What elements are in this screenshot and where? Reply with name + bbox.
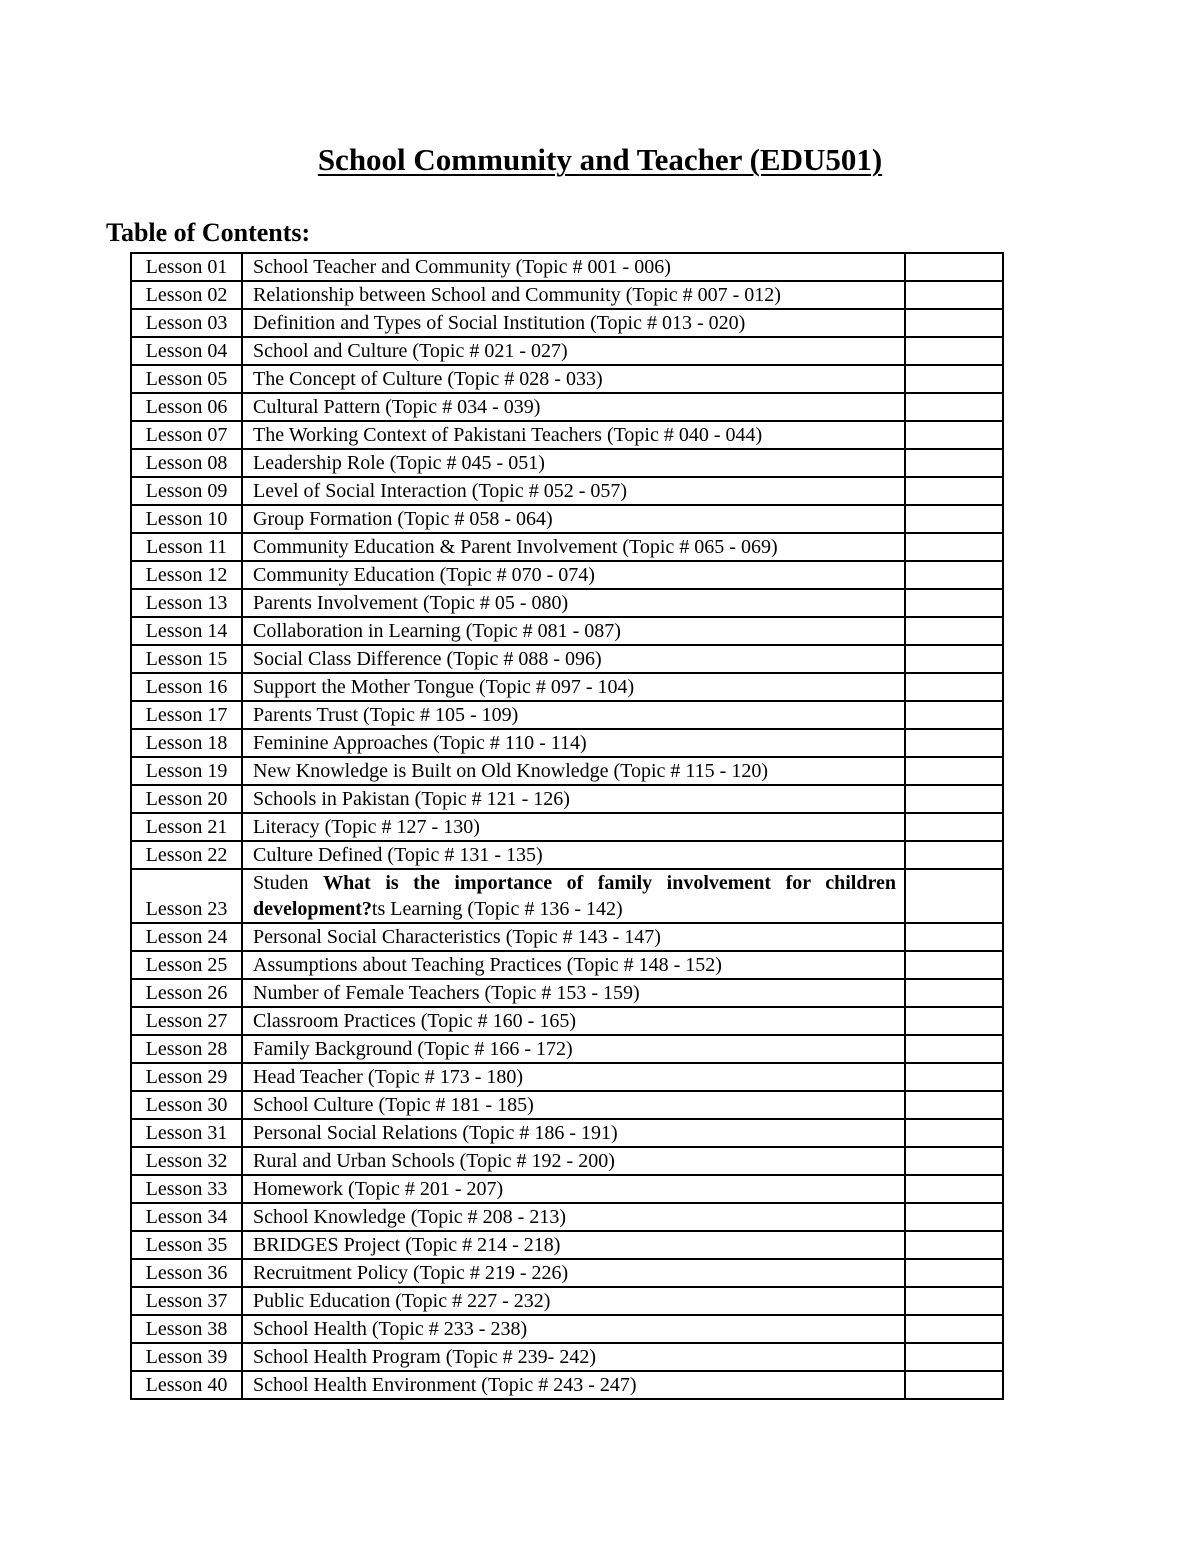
page-number-cell xyxy=(905,617,1003,645)
toc-row xyxy=(131,645,1003,673)
lesson-title: Feminine Approaches (Topic # 110 - 114) xyxy=(242,729,905,757)
lesson-number: Lesson 02 xyxy=(131,281,242,309)
lesson-number: Lesson 32 xyxy=(131,1147,242,1175)
page-number-cell xyxy=(905,533,1003,561)
lesson-number: Lesson 09 xyxy=(131,477,242,505)
toc-row xyxy=(131,979,1003,1007)
lesson-title: Family Background (Topic # 166 - 172) xyxy=(242,1035,905,1063)
toc-row xyxy=(131,1315,1003,1343)
lesson-title xyxy=(242,869,905,923)
lesson-number: Lesson 35 xyxy=(131,1231,242,1259)
lesson-title: Recruitment Policy (Topic # 219 - 226) xyxy=(242,1259,905,1287)
lesson-number: Lesson 13 xyxy=(131,589,242,617)
toc-row xyxy=(131,1175,1003,1203)
page-number-cell xyxy=(905,1287,1003,1315)
lesson-number: Lesson 25 xyxy=(131,951,242,979)
lesson-number: Lesson 10 xyxy=(131,505,242,533)
toc-row xyxy=(131,951,1003,979)
lesson-title: Support the Mother Tongue (Topic # 097 - 104) xyxy=(242,673,905,701)
toc-row xyxy=(131,337,1003,365)
page-title: School Community and Teacher (EDU501) xyxy=(317,142,883,177)
lesson-number: Lesson 11 xyxy=(131,533,242,561)
page-number-cell xyxy=(905,449,1003,477)
lesson-title: Head Teacher (Topic # 173 - 180) xyxy=(242,1063,905,1091)
toc-row xyxy=(131,421,1003,449)
page-number-cell xyxy=(905,673,1003,701)
toc-row xyxy=(131,309,1003,337)
lesson-title: Public Education (Topic # 227 - 232) xyxy=(242,1287,905,1315)
toc-row xyxy=(131,281,1003,309)
lesson-number: Lesson 39 xyxy=(131,1343,242,1371)
toc-row xyxy=(131,505,1003,533)
lesson-title-inserted-question: What is the importance of family involvement for children development? xyxy=(253,872,896,920)
page-number-cell xyxy=(905,589,1003,617)
lesson-title: School Health Program (Topic # 239- 242) xyxy=(242,1343,905,1371)
page-number-cell xyxy=(905,365,1003,393)
lesson-number: Lesson 18 xyxy=(131,729,242,757)
toc-row xyxy=(131,1147,1003,1175)
lesson-title: School Health (Topic # 233 - 238) xyxy=(242,1315,905,1343)
page-number-cell xyxy=(905,757,1003,785)
lesson-title: Classroom Practices (Topic # 160 - 165) xyxy=(242,1007,905,1035)
lesson-title: Collaboration in Learning (Topic # 081 - 087) xyxy=(242,617,905,645)
toc-row xyxy=(131,1203,1003,1231)
page-number-cell xyxy=(905,421,1003,449)
lesson-title: Level of Social Interaction (Topic # 052 - 057) xyxy=(242,477,905,505)
toc-row xyxy=(131,869,1003,923)
page-number-cell xyxy=(905,729,1003,757)
page-number-cell xyxy=(905,309,1003,337)
toc-row xyxy=(131,477,1003,505)
lesson-number: Lesson 40 xyxy=(131,1371,242,1399)
lesson-number: Lesson 31 xyxy=(131,1119,242,1147)
page-number-cell xyxy=(905,1091,1003,1119)
toc-row xyxy=(131,813,1003,841)
lesson-title-prefix: Studen xyxy=(253,872,324,894)
page-number-cell xyxy=(905,869,1003,923)
page-number-cell xyxy=(905,1259,1003,1287)
toc-body xyxy=(131,253,1003,1399)
lesson-title: Parents Trust (Topic # 105 - 109) xyxy=(242,701,905,729)
lesson-number: Lesson 20 xyxy=(131,785,242,813)
toc-row xyxy=(131,589,1003,617)
lesson-number: Lesson 23 xyxy=(131,869,242,923)
lesson-title: BRIDGES Project (Topic # 214 - 218) xyxy=(242,1231,905,1259)
toc-row xyxy=(131,1343,1003,1371)
page-number-cell xyxy=(905,1119,1003,1147)
lesson-number: Lesson 07 xyxy=(131,421,242,449)
lesson-number: Lesson 22 xyxy=(131,841,242,869)
page-number-cell xyxy=(905,645,1003,673)
lesson-number: Lesson 04 xyxy=(131,337,242,365)
page-number-cell xyxy=(905,1007,1003,1035)
toc-row xyxy=(131,393,1003,421)
page-number-cell xyxy=(905,1203,1003,1231)
lesson-title: Social Class Difference (Topic # 088 - 096) xyxy=(242,645,905,673)
lesson-title: School Health Environment (Topic # 243 - 247) xyxy=(242,1371,905,1399)
lesson-number: Lesson 26 xyxy=(131,979,242,1007)
lesson-title: Leadership Role (Topic # 045 - 051) xyxy=(242,449,905,477)
lesson-number: Lesson 06 xyxy=(131,393,242,421)
toc-row xyxy=(131,1091,1003,1119)
lesson-title: Group Formation (Topic # 058 - 064) xyxy=(242,505,905,533)
page-number-cell xyxy=(905,951,1003,979)
lesson-title: Rural and Urban Schools (Topic # 192 - 200) xyxy=(242,1147,905,1175)
page-number-cell xyxy=(905,1147,1003,1175)
toc-row xyxy=(131,1287,1003,1315)
lesson-number: Lesson 19 xyxy=(131,757,242,785)
toc-row xyxy=(131,533,1003,561)
lesson-number: Lesson 21 xyxy=(131,813,242,841)
page-number-cell xyxy=(905,1231,1003,1259)
toc-row xyxy=(131,923,1003,951)
page-number-cell xyxy=(905,505,1003,533)
toc-row xyxy=(131,561,1003,589)
page-number-cell xyxy=(905,923,1003,951)
page-number-cell xyxy=(905,337,1003,365)
toc-row xyxy=(131,841,1003,869)
lesson-title: School Knowledge (Topic # 208 - 213) xyxy=(242,1203,905,1231)
lesson-number: Lesson 05 xyxy=(131,365,242,393)
toc-row xyxy=(131,701,1003,729)
lesson-number: Lesson 15 xyxy=(131,645,242,673)
toc-row xyxy=(131,673,1003,701)
lesson-title: The Working Context of Pakistani Teachers (Topic # 040 - 044) xyxy=(242,421,905,449)
lesson-title: Personal Social Relations (Topic # 186 - 191) xyxy=(242,1119,905,1147)
lesson-number: Lesson 38 xyxy=(131,1315,242,1343)
lesson-number: Lesson 16 xyxy=(131,673,242,701)
page-number-cell xyxy=(905,477,1003,505)
toc-row xyxy=(131,1259,1003,1287)
page-number-cell xyxy=(905,281,1003,309)
lesson-title: Personal Social Characteristics (Topic # 143 - 147) xyxy=(242,923,905,951)
page-number-cell xyxy=(905,1175,1003,1203)
page-number-cell xyxy=(905,785,1003,813)
page-number-cell xyxy=(905,701,1003,729)
lesson-title: Culture Defined (Topic # 131 - 135) xyxy=(242,841,905,869)
toc-heading: Table of Contents: xyxy=(106,218,311,247)
lesson-title: School and Culture (Topic # 021 - 027) xyxy=(242,337,905,365)
toc-row xyxy=(131,729,1003,757)
toc-table xyxy=(130,252,1004,1400)
lesson-title: Community Education (Topic # 070 - 074) xyxy=(242,561,905,589)
lesson-title: The Concept of Culture (Topic # 028 - 033) xyxy=(242,365,905,393)
lesson-number: Lesson 37 xyxy=(131,1287,242,1315)
toc-row xyxy=(131,1007,1003,1035)
lesson-number: Lesson 03 xyxy=(131,309,242,337)
lesson-number: Lesson 29 xyxy=(131,1063,242,1091)
lesson-title: Assumptions about Teaching Practices (Topic # 148 - 152) xyxy=(242,951,905,979)
lesson-title: Number of Female Teachers (Topic # 153 - 159) xyxy=(242,979,905,1007)
lesson-title: New Knowledge is Built on Old Knowledge (Topic # 115 - 120) xyxy=(242,757,905,785)
page-number-cell xyxy=(905,1035,1003,1063)
toc-row xyxy=(131,1063,1003,1091)
lesson-title: Literacy (Topic # 127 - 130) xyxy=(242,813,905,841)
lesson-title: Relationship between School and Community (Topic # 007 - 012) xyxy=(242,281,905,309)
lesson-number: Lesson 28 xyxy=(131,1035,242,1063)
toc-row xyxy=(131,365,1003,393)
page-number-cell xyxy=(905,1315,1003,1343)
lesson-title: Community Education & Parent Involvement (Topic # 065 - 069) xyxy=(242,533,905,561)
page-number-cell xyxy=(905,1343,1003,1371)
page-number-cell xyxy=(905,393,1003,421)
lesson-number: Lesson 34 xyxy=(131,1203,242,1231)
lesson-number: Lesson 24 xyxy=(131,923,242,951)
page-number-cell xyxy=(905,841,1003,869)
lesson-title: Schools in Pakistan (Topic # 121 - 126) xyxy=(242,785,905,813)
toc-row xyxy=(131,1119,1003,1147)
lesson-number: Lesson 08 xyxy=(131,449,242,477)
lesson-title: Definition and Types of Social Institution (Topic # 013 - 020) xyxy=(242,309,905,337)
lesson-number: Lesson 30 xyxy=(131,1091,242,1119)
lesson-number: Lesson 01 xyxy=(131,253,242,281)
toc-row xyxy=(131,253,1003,281)
lesson-title: Parents Involvement (Topic # 05 - 080) xyxy=(242,589,905,617)
toc-row xyxy=(131,757,1003,785)
toc-row xyxy=(131,1231,1003,1259)
lesson-number: Lesson 27 xyxy=(131,1007,242,1035)
toc-row xyxy=(131,1035,1003,1063)
page-number-cell xyxy=(905,813,1003,841)
lesson-number: Lesson 33 xyxy=(131,1175,242,1203)
page-number-cell xyxy=(905,979,1003,1007)
lesson-number: Lesson 14 xyxy=(131,617,242,645)
lesson-title: Homework (Topic # 201 - 207) xyxy=(242,1175,905,1203)
page-number-cell xyxy=(905,1371,1003,1399)
page-number-cell xyxy=(905,561,1003,589)
toc-row xyxy=(131,617,1003,645)
lesson-title: Cultural Pattern (Topic # 034 - 039) xyxy=(242,393,905,421)
lesson-number: Lesson 36 xyxy=(131,1259,242,1287)
toc-row xyxy=(131,449,1003,477)
lesson-number: Lesson 17 xyxy=(131,701,242,729)
lesson-title: School Culture (Topic # 181 - 185) xyxy=(242,1091,905,1119)
page-number-cell xyxy=(905,1063,1003,1091)
lesson-title-suffix: ts Learning (Topic # 136 - 142) xyxy=(371,898,623,920)
toc-row xyxy=(131,785,1003,813)
lesson-title: School Teacher and Community (Topic # 001 - 006) xyxy=(242,253,905,281)
lesson-number: Lesson 12 xyxy=(131,561,242,589)
page-number-cell xyxy=(905,253,1003,281)
toc-row xyxy=(131,1371,1003,1399)
